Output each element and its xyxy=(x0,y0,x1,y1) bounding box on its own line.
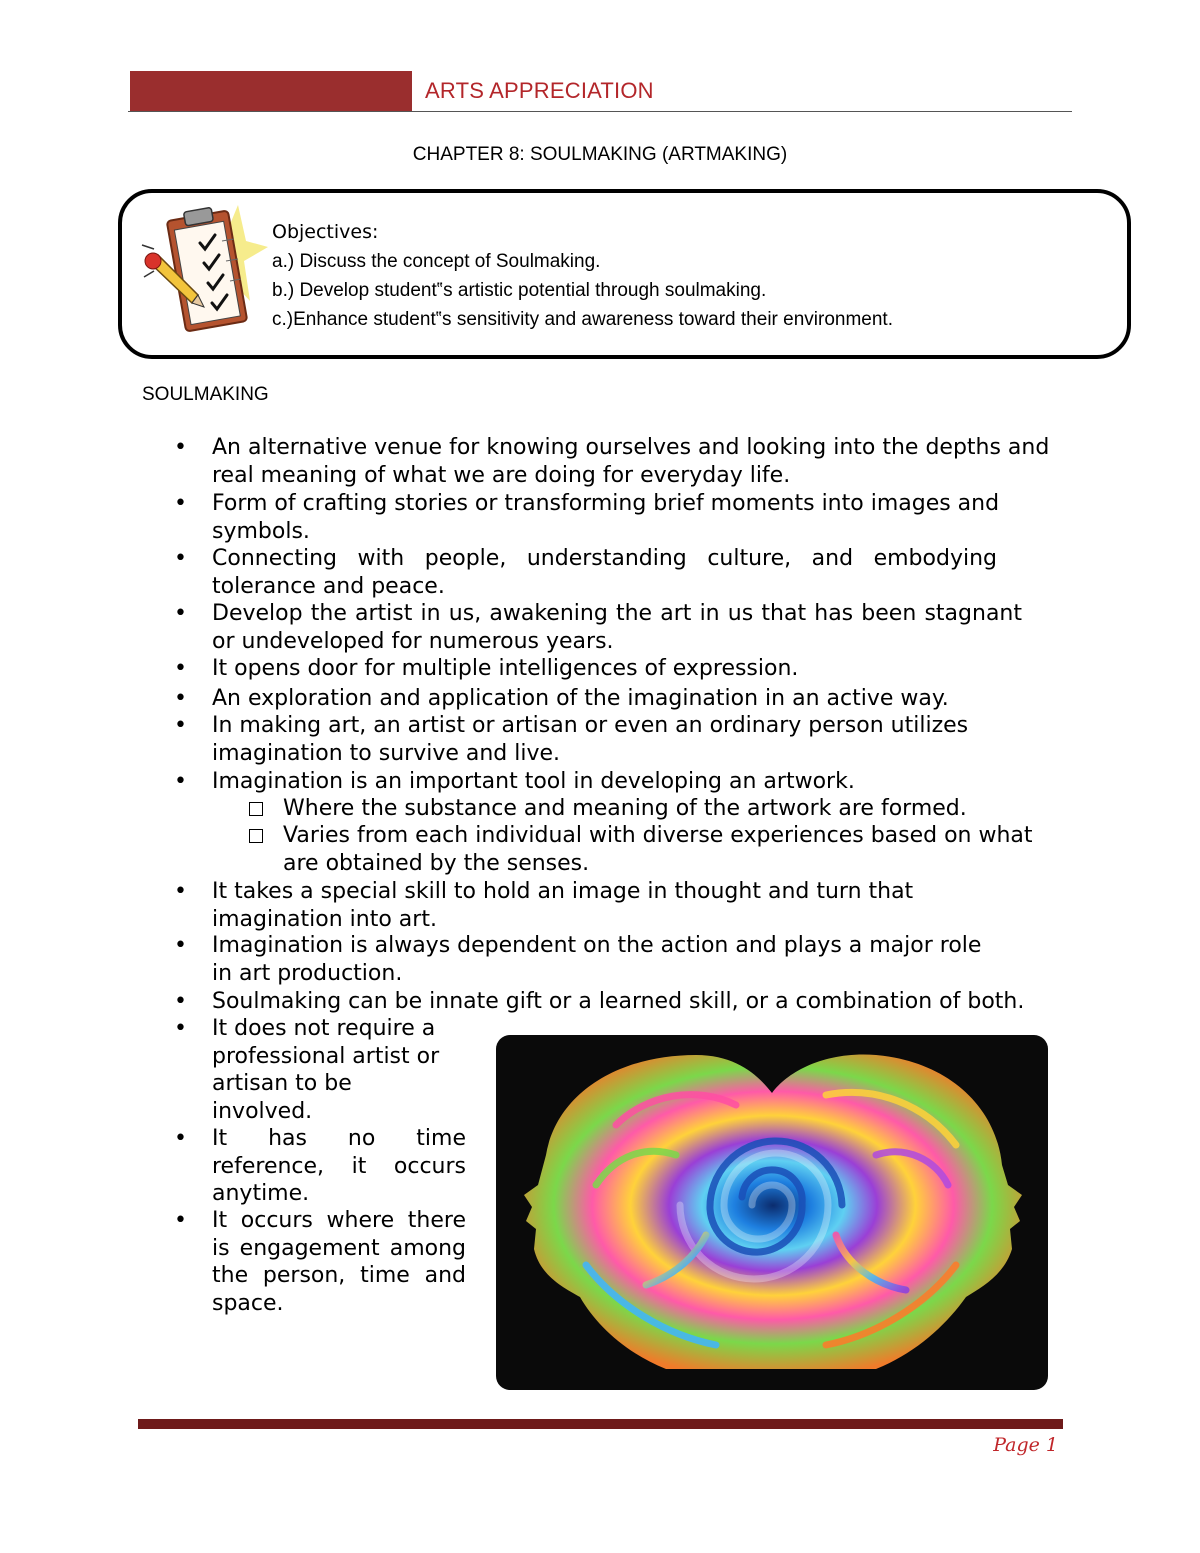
bullet-item: • An exploration and application of the imagination in an active way. xyxy=(212,685,1092,713)
page-number: Page 1 xyxy=(993,1434,1058,1456)
sub-bullet-item: Where the substance and meaning of the artwork are formed. xyxy=(283,795,1043,823)
header-rule xyxy=(128,111,1072,112)
bullet-item: • Soulmaking can be innate gift or a learned skill, or a combination of both. xyxy=(212,988,1092,1016)
sub-bullet-item: Varies from each individual with diverse experiences based on what are obtained by the senses. xyxy=(283,822,1043,877)
header-title: ARTS APPRECIATION xyxy=(425,78,654,103)
section-heading: SOULMAKING xyxy=(142,384,269,405)
bullet-item: • Form of crafting stories or transforming brief moments into images and symbols. xyxy=(212,490,1092,545)
objective-item: a.) Discuss the concept of Soulmaking. xyxy=(272,251,601,272)
clipboard-checklist-icon xyxy=(140,201,270,333)
header-bar xyxy=(130,71,412,111)
objectives-list xyxy=(272,218,893,334)
chapter-title: CHAPTER 8: SOULMAKING (ARTMAKING) xyxy=(412,144,788,165)
bullet-item: • It takes a special skill to hold an image in thought and turn that imagination into art. xyxy=(212,878,982,933)
bullet-item: • It opens door for multiple intelligences of expression. xyxy=(212,655,1092,683)
bullet-item: • It occurs where there is engagement among the person, time and space. xyxy=(212,1207,466,1317)
bullet-item: • In making art, an artist or artisan or even an ordinary person utilizes imagination to survive and live. xyxy=(212,712,1092,767)
bullet-item: • Imagination is an important tool in developing an artwork. xyxy=(212,768,1092,796)
bullet-item: • An alternative venue for knowing ourselves and looking into the depths and real meaning of what we are doing for everyday life. xyxy=(212,434,1092,489)
bullet-item: • Connecting with people, understanding culture, and embodying tolerance and peace. xyxy=(212,545,997,600)
footer-bar xyxy=(138,1419,1063,1429)
objective-item: c.)Enhance student‟s sensitivity and awareness toward their environment. xyxy=(272,309,893,330)
two-faces-swirl-artwork xyxy=(496,1035,1048,1390)
objectives-heading: Objectives: xyxy=(272,221,379,243)
bullet-item: • Develop the artist in us, awakening the art in us that has been stagnant or undeveloped for numerous years. xyxy=(212,600,1022,655)
bullet-item: • It does not require a professional artist or artisan to be involved. xyxy=(212,1015,444,1125)
bullet-item: • It has no time reference, it occurs anytime. xyxy=(212,1125,466,1208)
bullet-item: • Imagination is always dependent on the action and plays a major role in art production. xyxy=(212,932,1002,987)
objective-item: b.) Develop student‟s artistic potential through soulmaking. xyxy=(272,280,767,301)
